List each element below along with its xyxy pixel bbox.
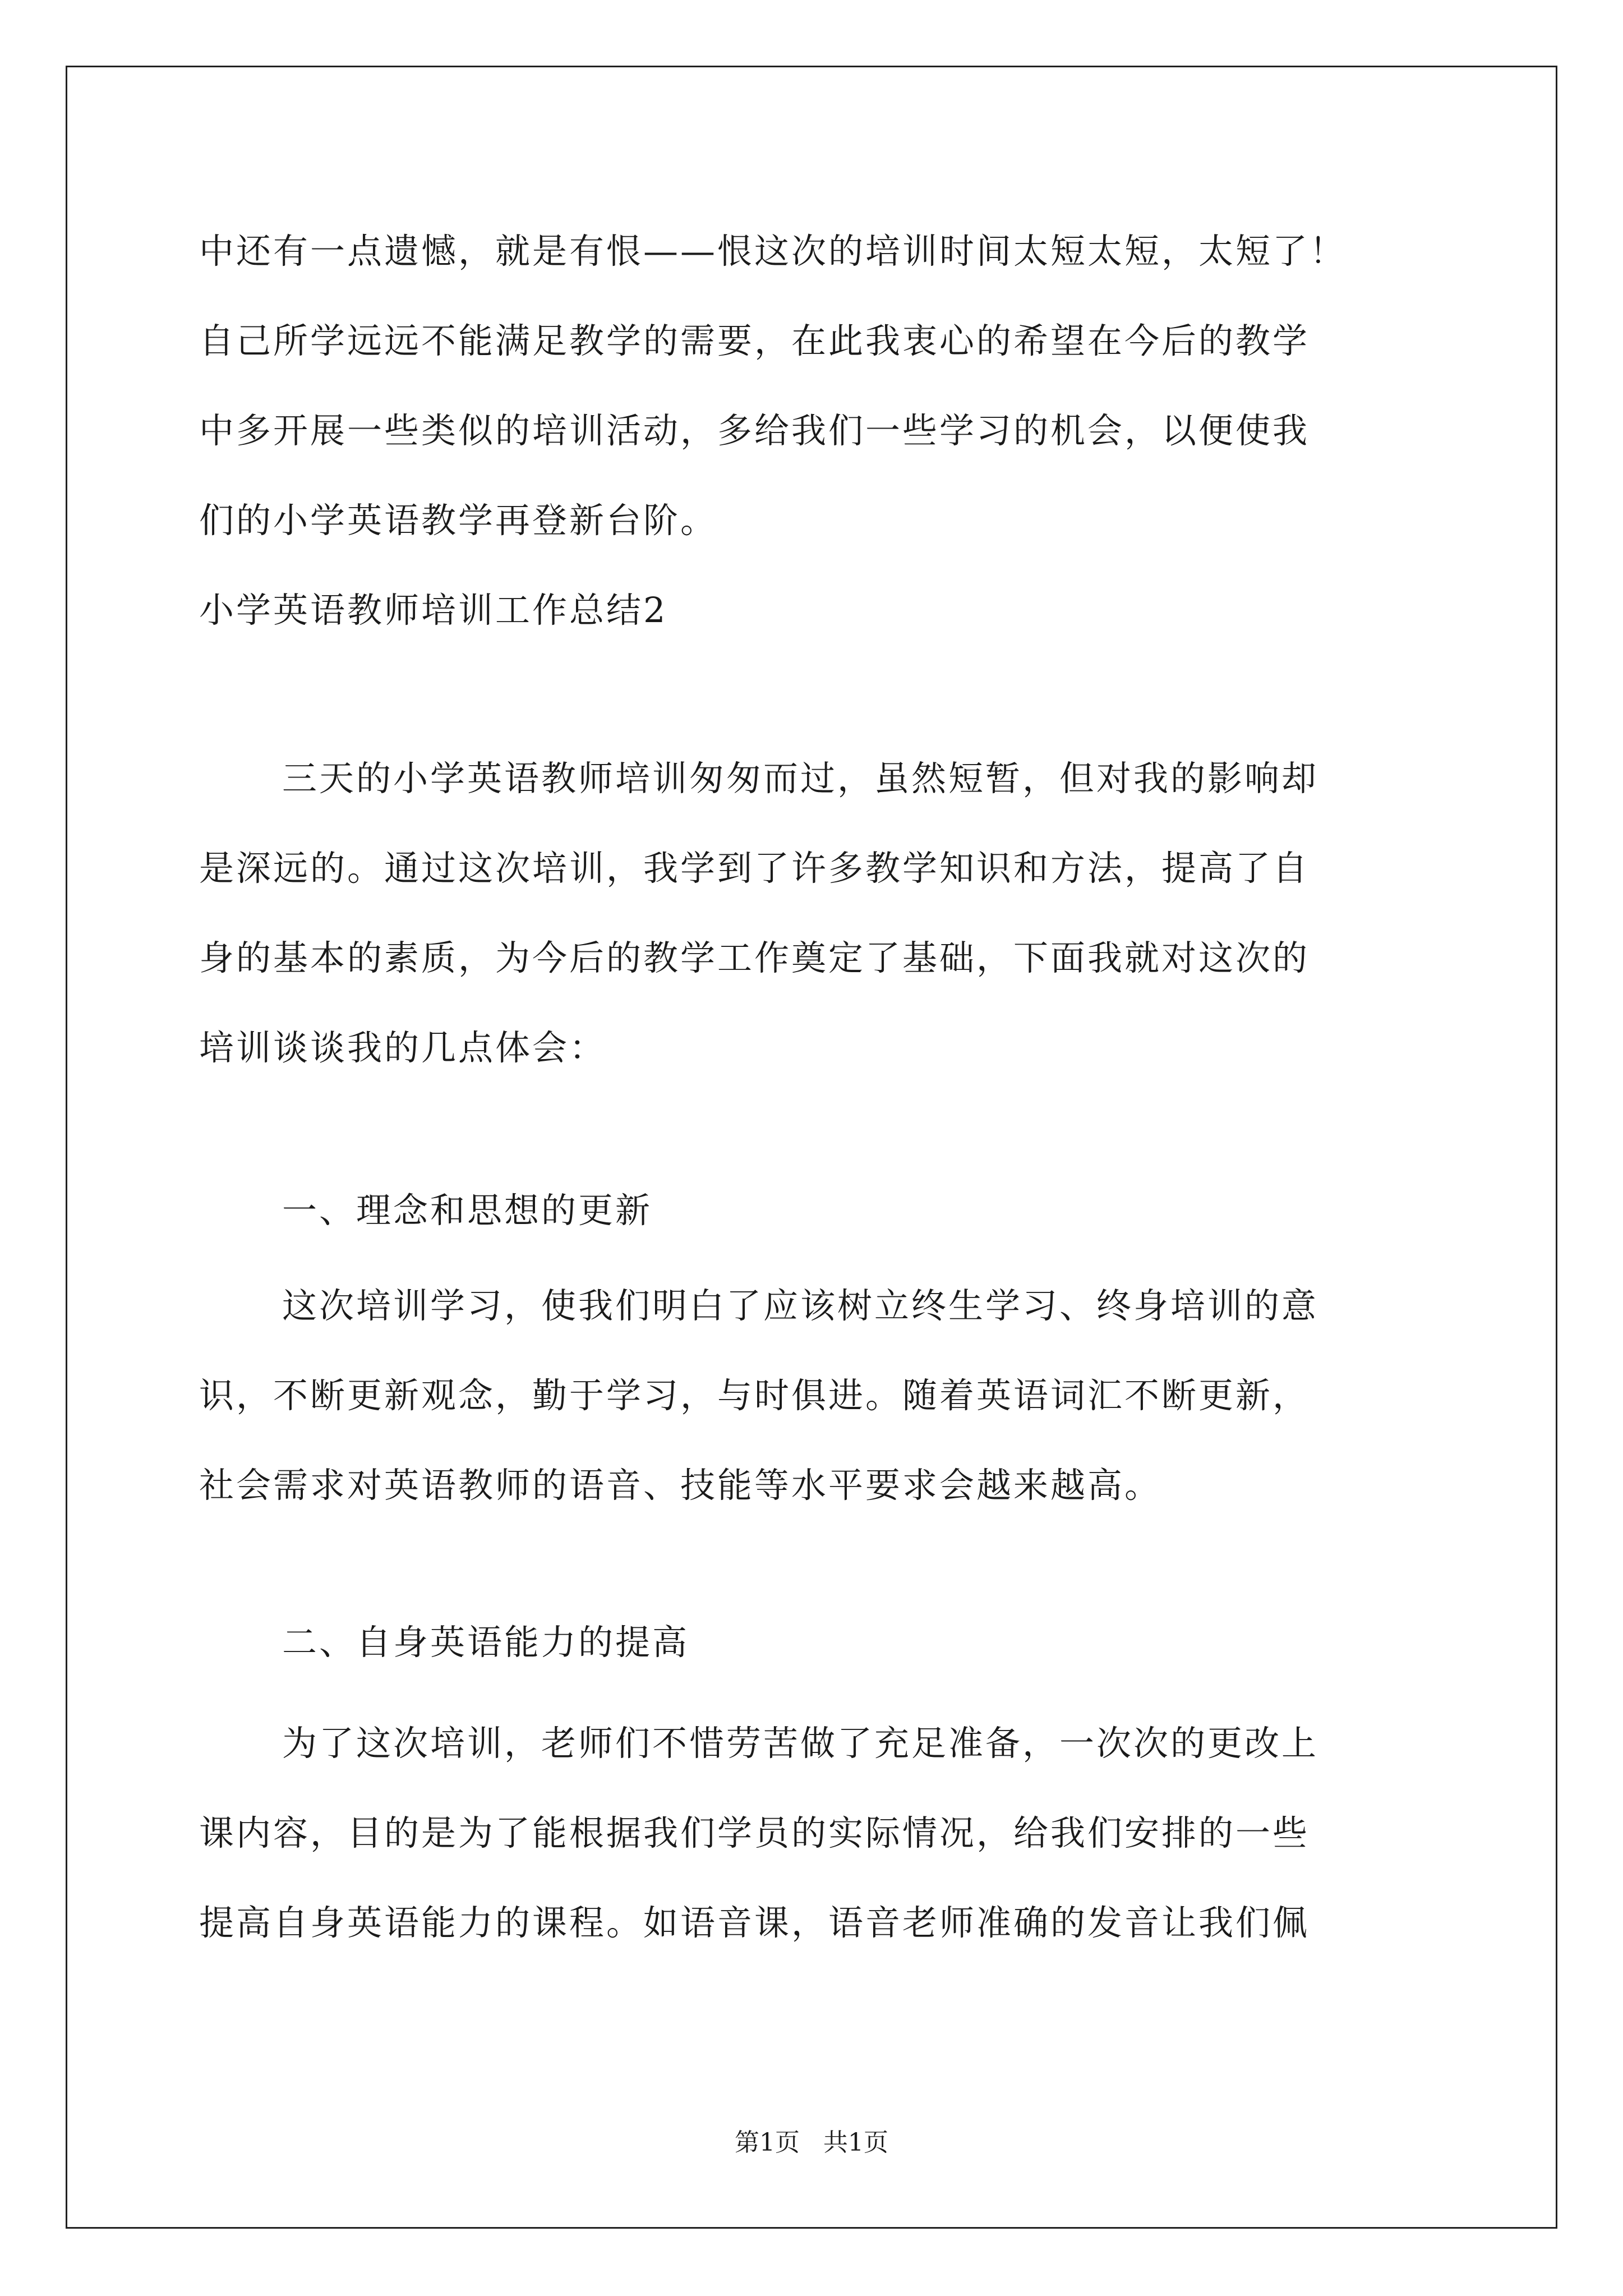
subheading: 二、自身英语能力的提高 [282, 1622, 690, 1663]
paragraph-line: 这次培训学习，使我们明白了应该树立终生学习、终身培训的意 [282, 1285, 1319, 1326]
paragraph-line: 培训谈谈我的几点体会： [199, 1027, 607, 1068]
paragraph-line: 中多开展一些类似的培训活动，多给我们一些学习的机会，以便使我 [199, 410, 1310, 451]
page-footer: 第1页 共1页 [735, 2128, 888, 2157]
paragraph-line: 提高自身英语能力的课程。如语音课，语音老师准确的发音让我们佩 [199, 1902, 1310, 1943]
subheading: 一、理念和思想的更新 [282, 1190, 653, 1231]
paragraph-line: 社会需求对英语教师的语音、技能等水平要求会越来越高。 [199, 1465, 1162, 1506]
paragraph-line: 身的基本的素质，为今后的教学工作奠定了基础，下面我就对这次的 [199, 937, 1310, 978]
paragraph-line: 课内容，目的是为了能根据我们学员的实际情况，给我们安排的一些 [199, 1812, 1310, 1853]
paragraph-line: 三天的小学英语教师培训匆匆而过，虽然短暂，但对我的影响却 [282, 758, 1319, 799]
paragraph-line: 是深远的。通过这次培训，我学到了许多教学知识和方法，提高了自 [199, 848, 1310, 889]
paragraph-line: 们的小学英语教学再登新台阶。 [199, 500, 718, 541]
paragraph-line: 中还有一点遗憾，就是有恨——恨这次的培训时间太短太短，太短了！ [199, 231, 1347, 272]
section-title: 小学英语教师培训工作总结2 [199, 590, 668, 631]
paragraph-line: 为了这次培训，老师们不惜劳苦做了充足准备，一次次的更改上 [282, 1723, 1319, 1764]
paragraph-line: 识，不断更新观念，勤于学习，与时俱进。随着英语词汇不断更新， [199, 1375, 1310, 1416]
paragraph-line: 自己所学远远不能满足教学的需要，在此我衷心的希望在今后的教学 [199, 320, 1310, 361]
